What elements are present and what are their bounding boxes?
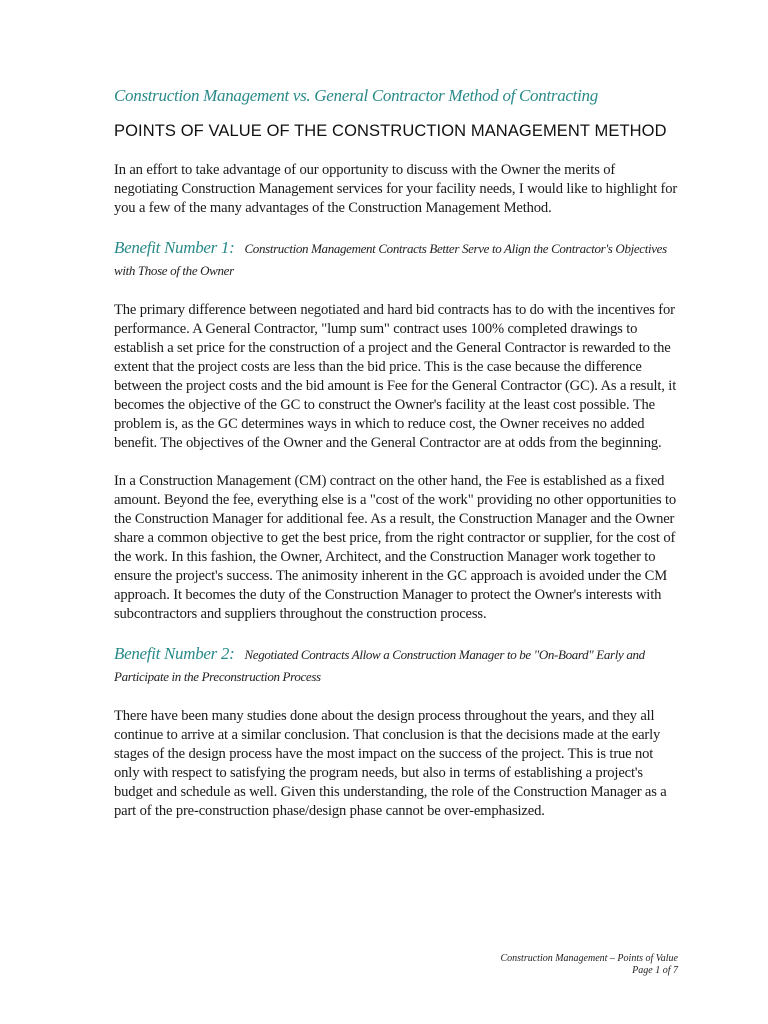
benefit-2-label: Benefit Number 2: xyxy=(114,644,235,663)
page-number: Page 1 of 7 xyxy=(632,965,678,976)
benefit-1-paragraph-1: The primary difference between negotiated and hard bid contracts has to do with the incentives for performance. A General Contractor, "lump sum" contract uses 100% completed drawings to establish a set price for the construction of a project and the General Contractor is rewarded to the extent that the project costs are less than the bid price. This is the case because the difference between the project costs and the bid amount is Fee for the General Contractor (GC). As a result, it becomes the objective of the GC to construct the Owner's facility at the least cost possible. The problem is, as the GC determines ways in which to reduce cost, the Owner receives no added benefit. The objectives of the Owner and the General Contractor are at odds from the beginning. xyxy=(114,302,677,451)
benefit-1-subtitle: Construction Management Contracts Better Serve to Align the Contractor's Objectives with Those of the Owner xyxy=(114,241,667,278)
intro-paragraph: In an effort to take advantage of our opportunity to discuss with the Owner the merits of negotiating Construction Management services for your facility needs, I would like to highlight for you a few of the many advantages of the Construction Management Method. xyxy=(114,162,678,216)
benefit-1-heading xyxy=(114,237,678,282)
benefit-2-heading xyxy=(114,643,678,688)
document-page xyxy=(114,86,678,840)
document-title: Construction Management vs. General Contractor Method of Contracting xyxy=(114,86,598,105)
section-heading: POINTS OF VALUE OF THE CONSTRUCTION MANAGEMENT METHOD xyxy=(114,122,667,140)
benefit-1-paragraph-2: In a Construction Management (CM) contract on the other hand, the Fee is established as a fixed amount. Beyond the fee, everything else is a "cost of the work" providing no other opportunities to the Construction Manager for additional fee. As a result, the Construction Manager and the Owner share a common objective to get the best price, from the right contractor or supplier, for the cost of the work. In this fashion, the Owner, Architect, and the Construction Manager work together to ensure the project's success. The animosity inherent in the GC approach is avoided under the CM approach. It becomes the duty of the Construction Manager to protect the Owner's interests with subcontractors and suppliers throughout the construction process. xyxy=(114,473,677,622)
benefit-2-subtitle: Negotiated Contracts Allow a Construction Manager to be "On-Board" Early and Participate in the Preconstruction Process xyxy=(114,647,645,684)
page-footer xyxy=(501,953,679,977)
benefit-1-label: Benefit Number 1: xyxy=(114,238,235,257)
footer-title: Construction Management – Points of Value xyxy=(500,953,678,964)
benefit-2-paragraph-1: There have been many studies done about the design process throughout the years, and they all continue to arrive at a similar conclusion. That conclusion is that the decisions made at the early stages of the design process have the most impact on the success of the project. This is true not only with respect to satisfying the program needs, but also in terms of establishing a project's budget and schedule as well. Given this understanding, the role of the Construction Manager as a part of the pre-construction phase/design phase cannot be over-emphasized. xyxy=(114,708,667,819)
